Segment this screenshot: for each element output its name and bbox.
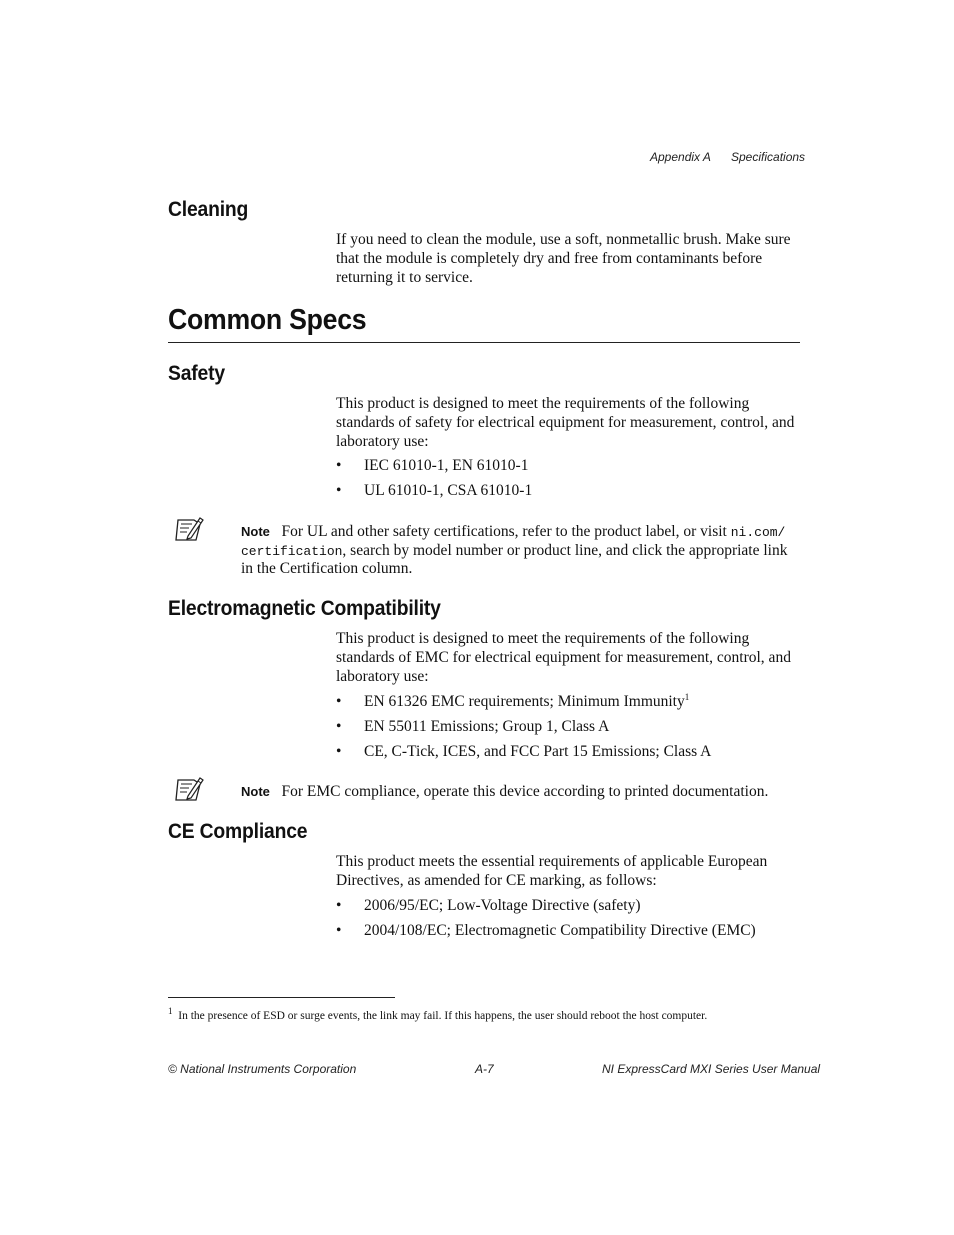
running-header-appendix: Appendix A (650, 150, 711, 164)
list-item (336, 717, 796, 736)
ce-bullet-2: 2004/108/EC; Electromagnetic Compatibility Directive (EMC) (364, 922, 756, 939)
bullet-marker: • (336, 897, 342, 914)
safety-heading: Safety (168, 362, 225, 385)
cleaning-text: If you need to clean the module, use a soft, nonmetallic brush. Make sure that the module is completely dry and free from contaminants before returning it to service. (336, 231, 791, 286)
emc-bullet-3: CE, C-Tick, ICES, and FCC Part 15 Emissions; Class A (364, 743, 712, 760)
footnote-text: In the presence of ESD or surge events, the link may fail. If this happens, the user should reboot the host computer. (178, 1010, 708, 1022)
bullet-marker: • (336, 457, 342, 474)
ce-intro: This product meets the essential requirements of applicable European Directives, as amended for CE marking, as follows: (336, 853, 768, 889)
note-text: For UL and other safety certifications, refer to the product label, or visit (281, 523, 727, 540)
safety-note-line2 (241, 541, 801, 561)
safety-note-line3: in the Certification column. (241, 560, 413, 577)
footnote-rule (168, 997, 395, 998)
emc-bullet-1: EN 61326 EMC requirements; Minimum Immunity (364, 693, 685, 710)
list-item (336, 896, 796, 915)
ce-heading: CE Compliance (168, 820, 308, 843)
emc-note (241, 782, 801, 801)
page-number: A-7 (475, 1062, 494, 1076)
bullet-marker: • (336, 482, 342, 499)
note-icon (174, 514, 206, 544)
running-header-section: Specifications (731, 150, 806, 164)
list-item (336, 921, 796, 940)
safety-intro: This product is designed to meet the requirements of the following standards of safety for electrical equipment for measurement, control, and laboratory use: (336, 395, 795, 450)
bullet-marker: • (336, 718, 342, 735)
bullet-marker: • (336, 693, 342, 710)
bullet-marker: • (336, 922, 342, 939)
safety-bullet-2: UL 61010-1, CSA 61010-1 (364, 482, 533, 499)
list-item (336, 456, 796, 475)
section-rule (168, 342, 800, 343)
footnote-marker: 1 (168, 1006, 173, 1017)
list-item (336, 481, 796, 500)
note-text-cont: , search by model number or product line, and click the appropriate link (342, 542, 788, 559)
ce-bullet-1: 2006/95/EC; Low-Voltage Directive (safety) (364, 897, 641, 914)
list-item (336, 692, 796, 711)
footnote (168, 1006, 800, 1023)
list-item (336, 742, 796, 761)
note-text: For EMC compliance, operate this device according to printed documentation. (281, 783, 769, 800)
safety-note-line1 (241, 522, 801, 542)
emc-heading: Electromagnetic Compatibility (168, 597, 441, 620)
certification-link[interactable]: ni.com/ (730, 525, 786, 540)
footer-left: © National Instruments Corporation (168, 1062, 357, 1076)
footer-right: NI ExpressCard MXI Series User Manual (602, 1062, 821, 1076)
common-specs-heading: Common Specs (168, 304, 367, 336)
emc-bullet-2: EN 55011 Emissions; Group 1, Class A (364, 718, 610, 735)
note-label: Note (241, 524, 270, 539)
bullet-marker: • (336, 743, 342, 760)
emc-intro: This product is designed to meet the requirements of the following standards of EMC for electrical equipment for measurement, control, and laboratory use: (336, 630, 791, 685)
note-icon (174, 774, 206, 804)
certification-link-cont[interactable]: certification (241, 544, 343, 559)
cleaning-heading: Cleaning (168, 198, 249, 221)
note-label: Note (241, 784, 270, 799)
footnote-ref: 1 (684, 691, 690, 702)
safety-bullet-1: IEC 61010-1, EN 61010-1 (364, 457, 529, 474)
